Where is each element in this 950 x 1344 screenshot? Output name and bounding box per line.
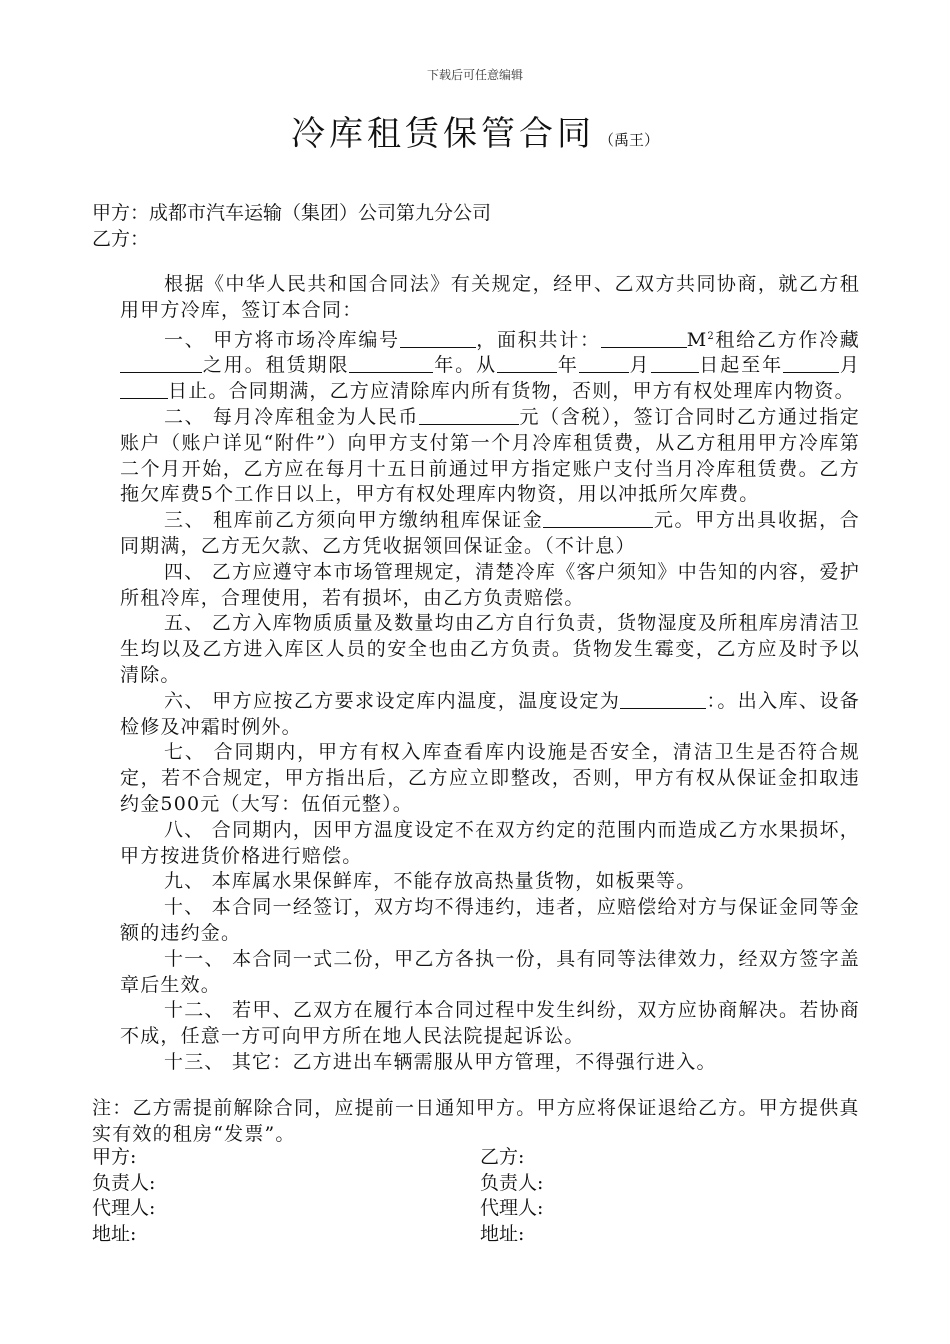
clause-1-text-j: 日止。合同期满，乙方应清除库内所有货物，否则，甲方有权处理库内物资。 [168,380,855,403]
clause-1-text-h: 日起至年 [698,354,784,377]
clause-5: 五、 乙方入库物质质量及数量均由乙方自行负责，货物湿度及所租库房清洁卫生均以及乙方进入库区人员的安全也由乙方负责。货物发生霉变，乙方应及时予以清除。 [120,612,860,686]
clause-6-text-b: ：。出入库、设备检修及冲霜时例外。 [120,689,860,738]
clause-11: 十一、 本合同一式二份，甲乙方各执一份，具有同等法律效力，经双方签字盖章后生效。 [120,947,860,996]
clause-10: 十、 本合同一经签订，双方均不得违约，违者，应赔偿给对方与保证金同等金额的违约金。 [120,896,860,944]
start-month-blank [579,354,629,373]
start-day-blank [651,354,699,373]
clause-9: 九、 本库属水果保鲜库，不能存放高热量货物，如板栗等。 [164,870,697,893]
clause-2-text-b: 元（含税），签订合同时乙方通过指定账户（账户详见“附件”）向甲方支付第一个月冷库租赁费，从乙方租用甲方冷库第二个月开始，乙方应在每月十五日前通过甲方指定账户支付当月冷库租赁费。乙方拖欠库费5个工作日以上，甲方有权处理库内物资，用以冲抵所欠库费。 [120,405,861,506]
clause-1-text-c: 租给乙方作冷藏 [714,328,861,351]
intro-paragraph: 根据《中华人民共和国合同法》有关规定，经甲、乙双方共同协商，就乙方租用甲方冷库，签订本合同： [120,273,860,321]
clause-1-text-d: 之用。租赁期限 [202,354,350,377]
cold-storage-number-blank [400,329,476,348]
signature-block [92,1145,862,1247]
clause-3 [120,508,860,560]
clause-2-text-a: 二、 每月冷库租金为人民币 [164,405,420,428]
title-suffix: （禹王） [598,131,659,149]
clause-1-text-a: 一、 甲方将市场冷库编号 [164,328,400,351]
clause-12: 十二、 若甲、乙双方在履行本合同过程中发生纠纷，双方应协商解决。若协商不成，任意一方可向甲方所在地人民法院提起诉讼。 [120,999,860,1048]
sign-row-agent [92,1196,862,1222]
party-b-line: 乙方： [92,228,150,250]
clause-7: 七、 合同期内，甲方有权入库查看库内设施是否安全，清洁卫生是否符合规定，若不合规定，甲方指出后，乙方应立即整改，否则，甲方有权从保证金扣取违约金500元（大写：伍佰元整）。 [120,741,860,815]
title-main: 冷库租赁保管合同 [290,114,595,154]
sign-party-a: 甲方: [92,1146,137,1168]
clause-1-text-g: 月 [628,354,651,377]
header-note: 下载后可任意编辑 [426,68,523,82]
clause-13: 十三、 其它：乙方进出车辆需服从甲方管理，不得强行进入。 [164,1050,717,1073]
clause-8: 八、 合同期内，因甲方温度设定不在双方约定的范围内而造成乙方水果损坏，甲方按进货价格进行赔偿。 [120,818,860,867]
clause-1-text-b: ，面积共计： [475,328,601,351]
storage-purpose-blank [120,354,202,373]
deposit-blank [543,509,653,528]
temperature-blank [620,690,706,709]
sign-row-party [92,1145,862,1171]
sign-address-a: 地址: [92,1222,137,1245]
area-unit: M [686,328,708,351]
sign-principal-a: 负责人: [92,1171,156,1194]
parties-block [92,200,862,252]
contract-body [120,272,860,1076]
party-a-line: 甲方：成都市汽车运输（集团）公司第九分公司 [92,202,492,224]
area-blank [601,329,687,348]
monthly-rent-blank [419,406,519,425]
sign-address-b: 地址: [480,1222,525,1245]
end-month-blank [783,354,839,373]
clause-1-text-i: 月 [839,354,861,377]
clause-2 [120,405,860,508]
clause-3-text-b: 元。甲方出具收据，合同期满，乙方无欠款、乙方凭收据领回保证金。（不计息） [120,509,860,557]
clause-3-text-a: 三、 租库前乙方须向甲方缴纳租库保证金 [164,509,544,532]
clause-1-text-f: 年 [557,354,579,377]
note-text: 注：乙方需提前解除合同，应提前一日通知甲方。甲方应将保证退给乙方。甲方提供真实有效的租房“发票”。 [92,1097,860,1145]
sign-row-principal [92,1171,862,1197]
start-year-blank [497,354,557,373]
sign-row-address [92,1222,862,1248]
sign-party-b: 乙方: [480,1146,525,1168]
clause-4: 四、 乙方应遵守本市场管理规定，清楚冷库《客户须知》中告知的内容，爱护所租冷库，合理使用，若有损坏，由乙方负责赔偿。 [120,560,860,609]
sign-agent-a: 代理人: [92,1197,156,1219]
clause-1-text-e: 年。从 [433,354,498,377]
area-unit-sup: 2 [707,330,715,342]
document-title [0,106,950,155]
end-day-blank [120,380,168,399]
clause-6 [120,689,860,741]
sign-agent-b: 代理人: [480,1197,544,1219]
sign-principal-b: 负责人: [480,1171,544,1194]
lease-term-blank [349,354,433,373]
clause-1 [120,324,860,405]
clause-6-text-a: 六、 甲方应按乙方要求设定库内温度，温度设定为 [164,689,621,712]
note-block [92,1096,862,1148]
